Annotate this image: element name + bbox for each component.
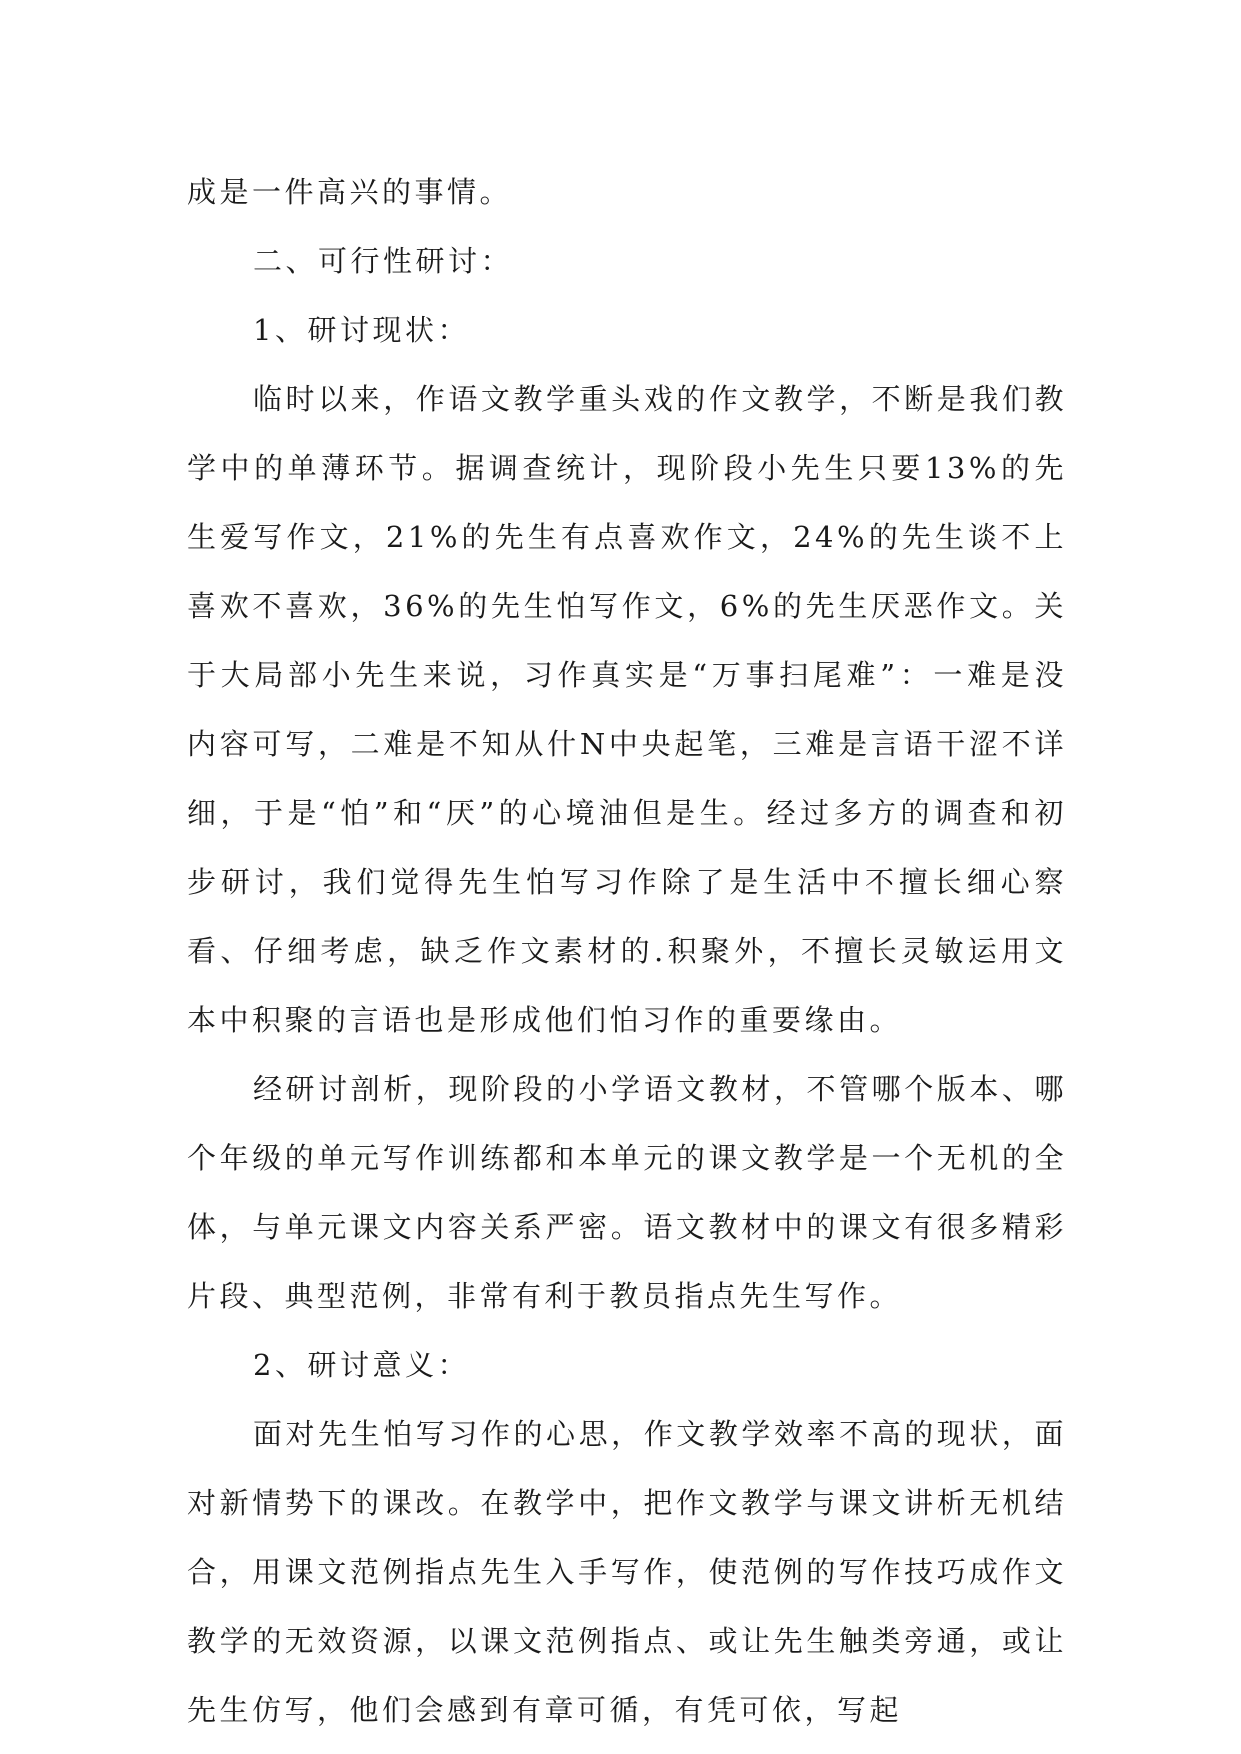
- paragraph-textbook-analysis: 经研讨剖析，现阶段的小学语文教材，不管哪个版本、哪个年级的单元写作训练都和本单元的课文教学是一个无机的全体，与单元课文内容关系严密。语文教材中的课文有很多精彩片段、典型范例，非常有利于教员指点先生写作。: [187, 1072, 1067, 1313]
- paragraph-continuation: 成是一件高兴的事情。: [187, 175, 513, 209]
- paragraph-research-status: 临时以来，作语文教学重头戏的作文教学，不断是我们教学中的单薄环节。据调查统计，现阶段小先生只要13%的先生爱写作文，21%的先生有点喜欢作文，24%的先生谈不上喜欢不喜欢，36%的先生怕写作文，6%的先生厌恶作文。关于大局部小先生来说，习作真实是“万事扫尾难”：一难是没内容可写，二难是不知从什N中央起笔，三难是言语干涩不详细，于是“怕”和“厌”的心境油但是生。经过多方的调查和初步研讨，我们觉得先生怕写习作除了是生活中不擅长细心察看、仔细考虑，缺乏作文素材的.积聚外，不擅长灵敏运用文本中积聚的言语也是形成他们怕习作的重要缘由。: [187, 382, 1067, 1037]
- document-body: [187, 158, 1067, 1745]
- subheading-research-status: 1、研讨现状：: [253, 313, 470, 347]
- section-heading-feasibility: 二、可行性研讨：: [253, 244, 514, 278]
- subheading-research-significance: 2、研讨意义：: [253, 1348, 470, 1382]
- paragraph-research-significance: 面对先生怕写习作的心思，作文教学效率不高的现状，面对新情势下的课改。在教学中，把作文教学与课文讲析无机结合，用课文范例指点先生入手写作，使范例的写作技巧成作文教学的无效资源，以课文范例指点、或让先生触类旁通，或让先生仿写，他们会感到有章可循，有凭可依，写起: [187, 1417, 1067, 1727]
